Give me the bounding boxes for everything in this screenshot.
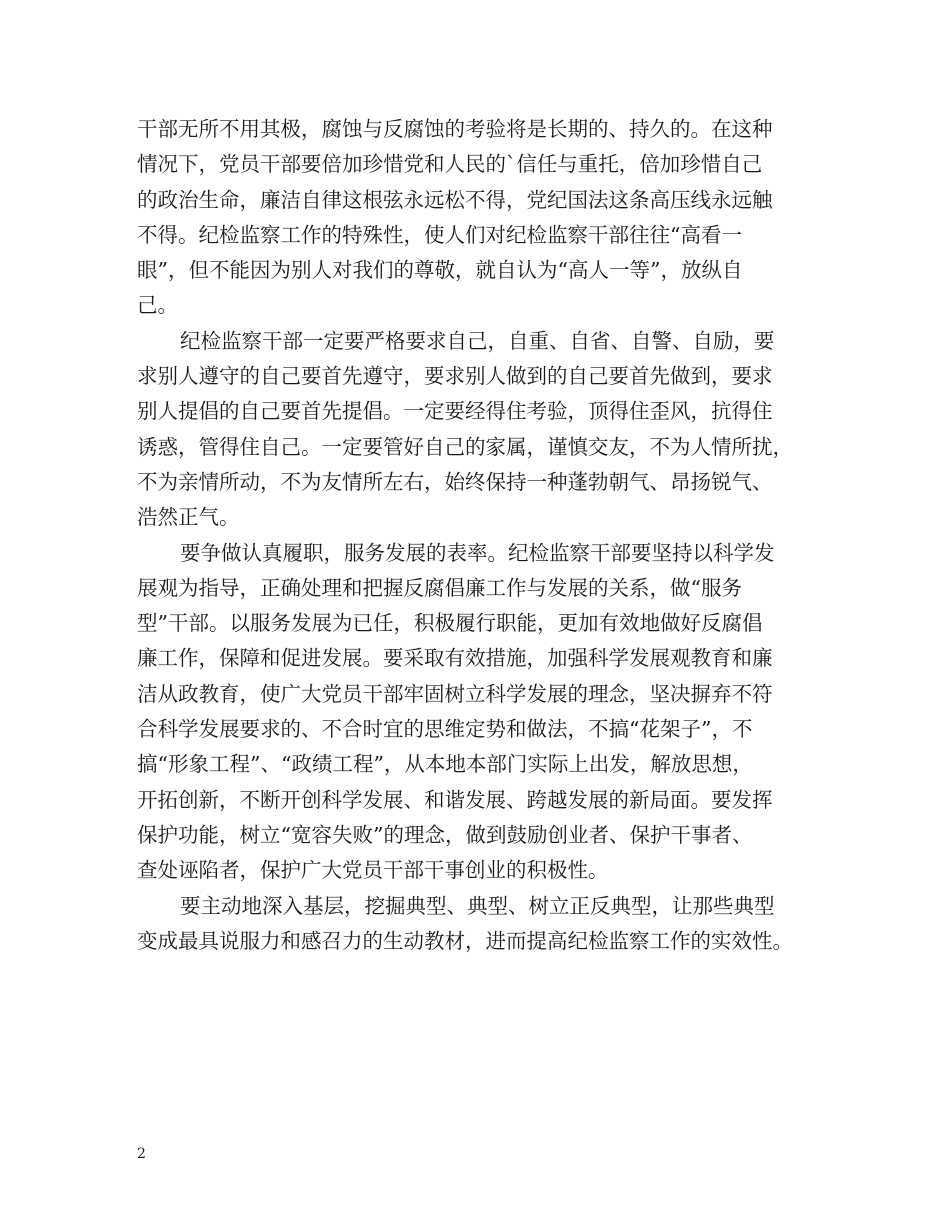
text-line: 型”干部。以服务发展为已任，积极履行职能，更加有效地做好反腐倡: [137, 611, 763, 636]
text-line: 诱惑，管得住自己。一定要管好自己的家属，谨慎交友，不为人情所扰，: [137, 434, 793, 459]
text-line: 别人提倡的自己要首先提倡。一定要经得住考验，顶得住歪风，抗得住: [137, 399, 773, 424]
paragraph-4: [137, 889, 827, 960]
text-line: 情况下，党员干部要倍加珍惜党和人民的`信任与重托，倍加珍惜自己: [137, 152, 763, 177]
text-line: 干部无所不用其极，腐蚀与反腐蚀的考验将是长期的、持久的。在这种: [137, 117, 773, 141]
page-number: 2: [137, 1146, 146, 1162]
text-line: 洁从政教育，使广大党员干部牢固树立科学发展的理念，坚决摒弃不符: [137, 681, 773, 706]
body-text: [137, 112, 827, 959]
text-line: 变成最具说服力和感召力的生动教材，进而提高纪检监察工作的实效性。: [137, 928, 793, 953]
paragraph-2: [137, 324, 827, 536]
text-line: 合科学发展要求的、不合时宜的思维定势和做法，不搞“花架子”，不: [137, 717, 753, 742]
text-line: 不得。纪检监察工作的特殊性，使人们对纪检监察干部往往“高看一: [137, 222, 742, 247]
text-line: 要主动地深入基层，挖掘典型、典型、树立正反典型，让那些典型: [180, 893, 775, 918]
text-line: 纪检监察干部一定要严格要求自己，自重、自省、自警、自励，要: [180, 328, 775, 353]
text-line: 展观为指导，正确处理和把握反腐倡廉工作与发展的关系，做“服务: [137, 575, 742, 600]
paragraph-3: [137, 536, 827, 889]
text-line: 己。: [137, 293, 178, 318]
text-line: 开拓创新，不断开创科学发展、和谐发展、跨越发展的新局面。要发挥: [137, 787, 773, 812]
text-line: 的政治生命，廉洁自律这根弦永远松不得，党纪国法这条高压线永远触: [137, 187, 773, 212]
text-line: 浩然正气。: [137, 505, 240, 530]
text-line: 搞“形象工程”、“政绩工程”，从本地本部门实际上出发，解放思想，: [137, 752, 753, 777]
text-line: 不为亲情所动，不为友情所左右，始终保持一种蓬勃朝气、昂扬锐气、: [137, 469, 773, 494]
text-line: 查处诬陷者，保护广大党员干部干事创业的积极性。: [137, 858, 609, 883]
text-line: 眼”，但不能因为别人对我们的尊敬，就自认为“高人一等”，放纵自: [137, 258, 743, 283]
text-line: 要争做认真履职，服务发展的表率。纪检监察干部要坚持以科学发: [180, 540, 775, 565]
text-line: 保护功能，树立“宽容失败”的理念，做到鼓励创业者、保护干事者、: [137, 822, 753, 847]
paragraph-1: [137, 112, 827, 324]
text-line: 廉工作，保障和促进发展。要采取有效措施，加强科学发展观教育和廉: [137, 646, 773, 671]
text-line: 求别人遵守的自己要首先遵守，要求别人做到的自己要首先做到，要求: [137, 364, 773, 389]
